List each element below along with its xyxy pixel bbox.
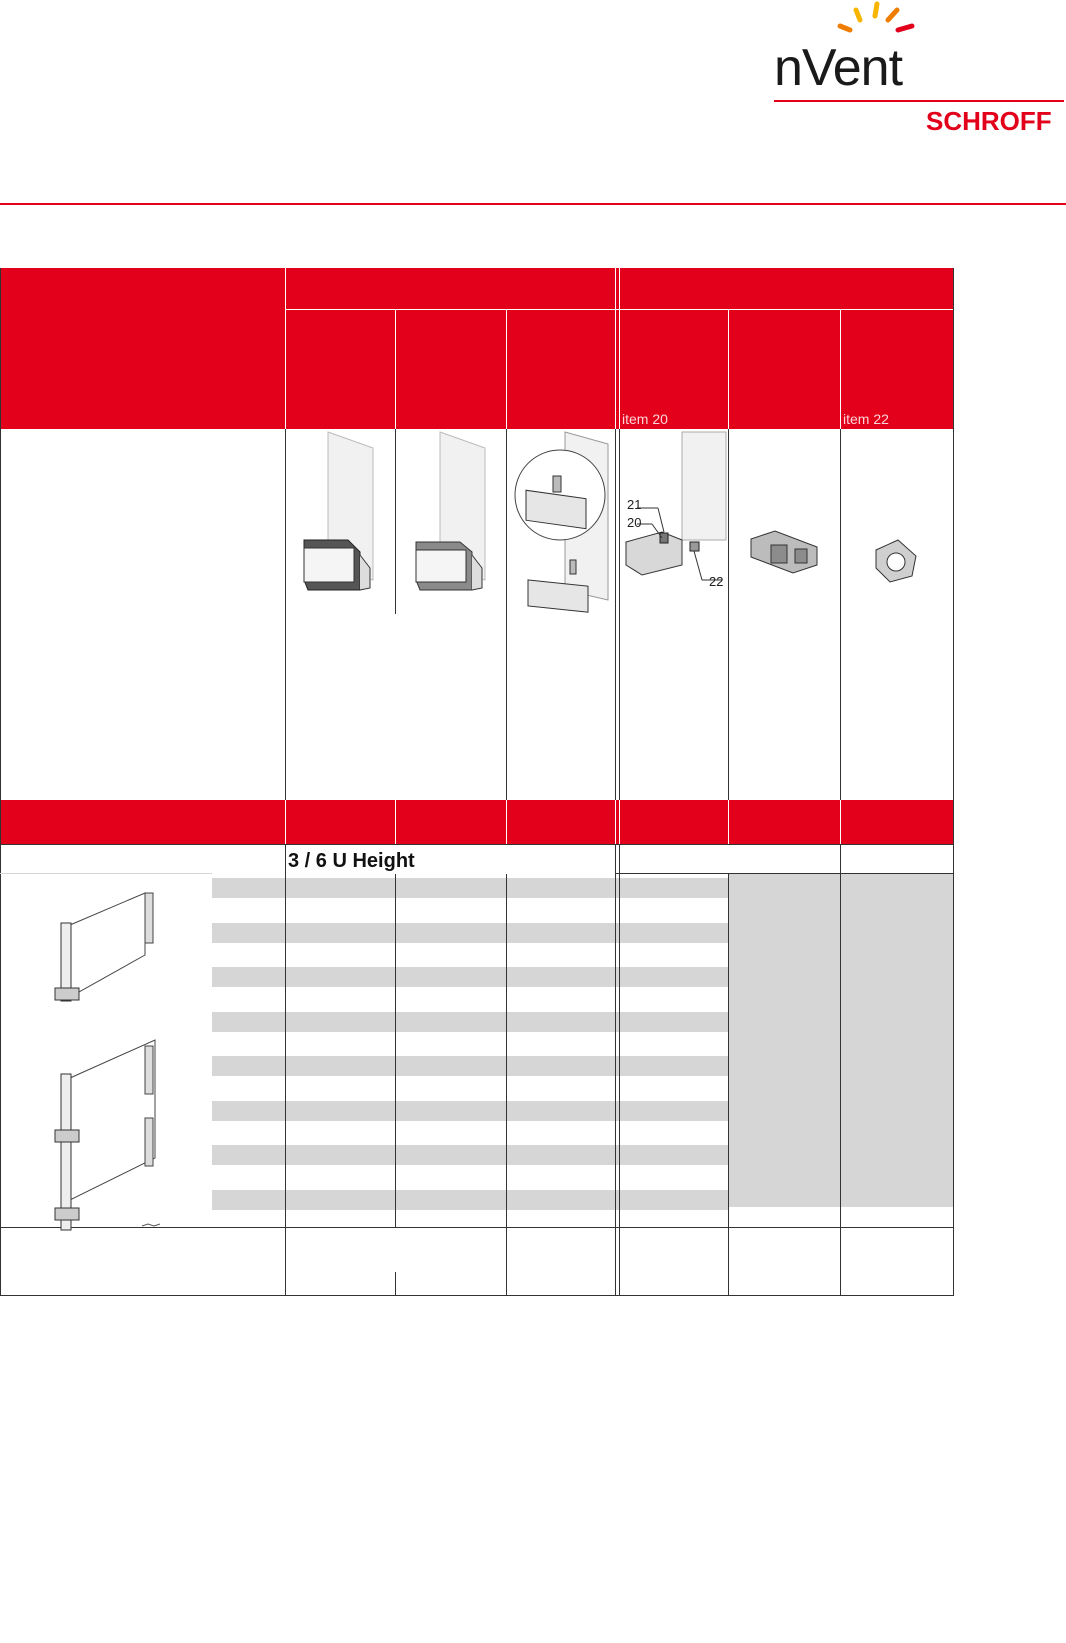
handle-image-1	[298, 430, 393, 600]
coding-element-image	[745, 525, 825, 575]
table-subheader	[0, 800, 953, 844]
scale-mark-icon	[142, 1222, 162, 1228]
stripe-row	[212, 1101, 728, 1121]
callout-20: 20	[627, 515, 642, 530]
stripe-row	[212, 923, 728, 943]
item-22-label: item 22	[843, 411, 889, 427]
handle-image-2	[410, 430, 505, 600]
gray-block-col5	[729, 874, 840, 1207]
handle-mounting-image	[510, 430, 610, 610]
section-heading: 3 / 6 U Height	[288, 850, 415, 872]
stripe-row	[212, 1012, 728, 1032]
item-20-label: item 20	[622, 411, 668, 427]
stripe-row	[212, 967, 728, 987]
nvent-schroff-logo	[774, 0, 1066, 140]
card-6u-image	[45, 1040, 165, 1240]
stripe-row	[212, 1145, 728, 1165]
nvent-wordmark: nVent	[774, 39, 903, 97]
callout-22: 22	[709, 574, 724, 589]
card-3u-image	[45, 885, 165, 1015]
schroff-wordmark: SCHROFF	[926, 106, 1052, 136]
callout-21: 21	[627, 497, 642, 512]
stripe-row	[212, 1190, 728, 1210]
logo-rule	[774, 100, 1064, 102]
header-divider	[0, 203, 1066, 205]
gray-block-col6	[841, 874, 953, 1207]
stripe-row	[212, 878, 728, 898]
nut-image	[872, 536, 922, 586]
stripe-row	[212, 1056, 728, 1076]
table-header	[0, 268, 953, 429]
